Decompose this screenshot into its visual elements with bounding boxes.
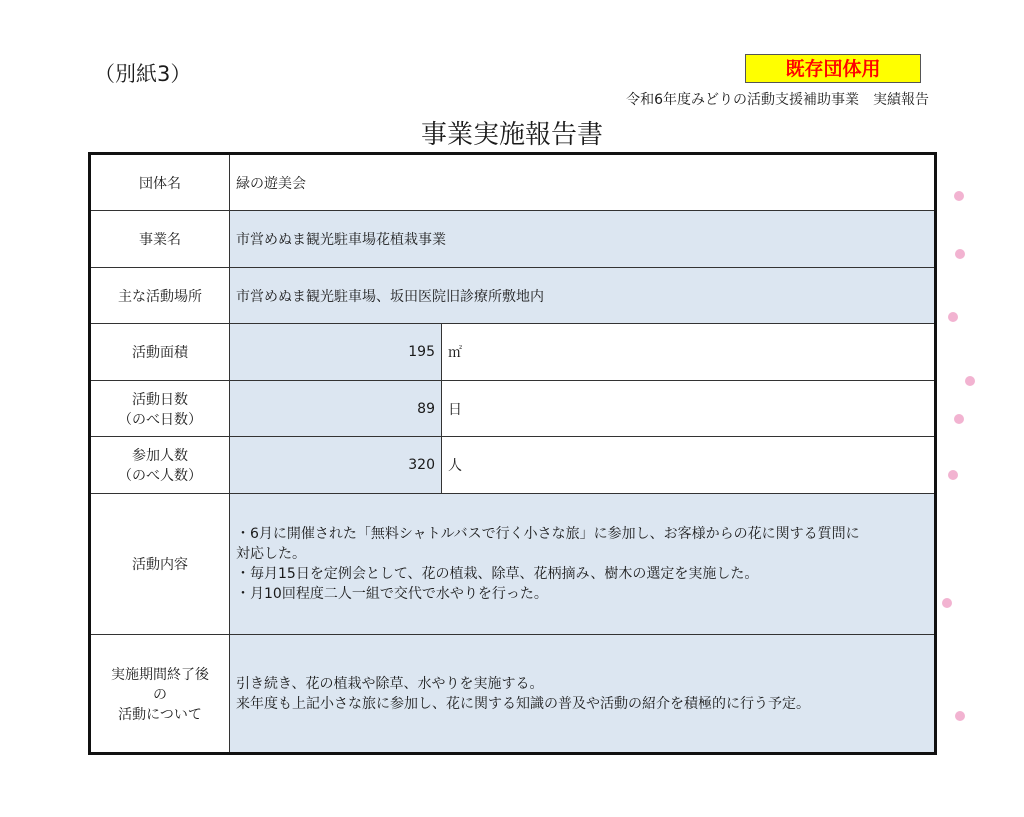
people-label bbox=[90, 437, 230, 494]
content-label: 活動内容 bbox=[90, 494, 230, 635]
table-row bbox=[90, 635, 936, 754]
decorative-dot bbox=[955, 711, 965, 721]
after-label-line2: の bbox=[153, 686, 167, 703]
after-label bbox=[90, 635, 230, 754]
decorative-dot bbox=[954, 191, 964, 201]
decorative-dot bbox=[954, 414, 964, 424]
existing-group-badge: 既存団体用 bbox=[745, 54, 921, 83]
after-label-line1: 実施期間終了後 bbox=[111, 666, 209, 683]
group-name-label: 団体名 bbox=[90, 154, 230, 211]
attachment-label: （別紙3） bbox=[94, 62, 192, 86]
decorative-dot bbox=[955, 249, 965, 259]
after-line: 引き続き、花の植栽や除草、水やりを実施する。 bbox=[236, 675, 544, 692]
document-title: 事業実施報告書 bbox=[420, 120, 603, 150]
table-row bbox=[90, 437, 936, 494]
decorative-dot bbox=[965, 376, 975, 386]
table-row bbox=[90, 324, 936, 381]
after-value bbox=[230, 635, 936, 754]
content-line: ・毎月15日を定例会として、花の植栽、除草、花柄摘み、樹木の選定を実施した。 bbox=[236, 566, 759, 582]
people-unit: 人 bbox=[442, 437, 936, 494]
days-label-line1: 活動日数 bbox=[132, 391, 188, 408]
people-label-line2: （のべ人数） bbox=[118, 468, 202, 484]
days-unit: 日 bbox=[442, 381, 936, 437]
project-name-value: 市営めぬま観光駐車場花植栽事業 bbox=[230, 211, 936, 268]
days-value: 89 bbox=[230, 381, 442, 437]
after-label-line3: 活動について bbox=[118, 706, 202, 723]
report-table bbox=[88, 152, 937, 755]
table-row bbox=[90, 154, 936, 211]
content-line: ・月10回程度二人一組で交代で水やりを行った。 bbox=[236, 586, 548, 602]
project-name-label: 事業名 bbox=[90, 211, 230, 268]
decorative-dot bbox=[948, 312, 958, 322]
decorative-dot bbox=[942, 598, 952, 608]
decorative-dot bbox=[948, 470, 958, 480]
location-value: 市営めぬま観光駐車場、坂田医院旧診療所敷地内 bbox=[230, 268, 936, 324]
after-line: 来年度も上記小さな旅に参加し、花に関する知識の普及や活動の紹介を積極的に行う予定。 bbox=[236, 695, 810, 712]
location-label: 主な活動場所 bbox=[90, 268, 230, 324]
table-row bbox=[90, 268, 936, 324]
content-value bbox=[230, 494, 936, 635]
table-row bbox=[90, 211, 936, 268]
people-value: 320 bbox=[230, 437, 442, 494]
days-label bbox=[90, 381, 230, 437]
group-name-value: 緑の遊美会 bbox=[230, 154, 936, 211]
content-line: 対応した。 bbox=[236, 546, 306, 562]
area-unit: ㎡ bbox=[442, 324, 936, 381]
content-line: ・6月に開催された「無料シャトルバスで行く小さな旅」に参加し、お客様からの花に関する質問に bbox=[236, 526, 860, 542]
table-row bbox=[90, 381, 936, 437]
days-label-line2: （のべ日数） bbox=[118, 411, 202, 428]
table-row bbox=[90, 494, 936, 635]
people-label-line1: 参加人数 bbox=[132, 448, 188, 464]
area-value: 195 bbox=[230, 324, 442, 381]
report-subtitle: 令和6年度みどりの活動支援補助事業 実績報告 bbox=[626, 92, 929, 108]
area-label: 活動面積 bbox=[90, 324, 230, 381]
